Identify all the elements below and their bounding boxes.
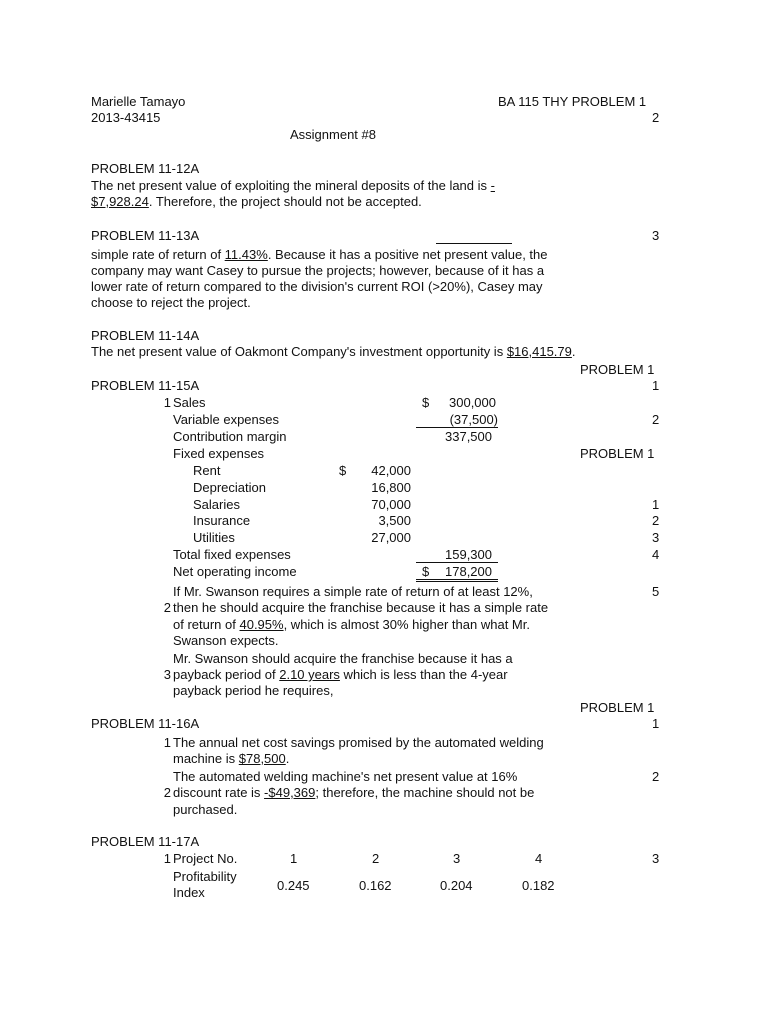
problem-13-text: simple rate of return of xyxy=(91,247,225,262)
problem-13-line4: choose to reject the project. xyxy=(91,295,251,310)
problem-14-npv: $16,415.79 xyxy=(506,344,572,359)
profitability-index-2: 0.162 xyxy=(359,878,392,893)
project-no-3: 3 xyxy=(453,851,461,866)
project-no-4: 4 xyxy=(535,851,543,866)
problem-16-title: PROBLEM 11-16A xyxy=(91,716,200,731)
contribution-margin-label: Contribution margin xyxy=(173,429,287,444)
answer-3-text-cont: which is less than the 4-year xyxy=(339,667,508,682)
problem-12-line1 xyxy=(91,178,495,194)
answer-3-line3: payback period he requires, xyxy=(173,683,334,698)
problem-13-line2: company may want Casey to pursue the projects; however, because of it has a xyxy=(91,263,545,278)
answer-2-line4: Swanson expects. xyxy=(173,633,279,648)
problem-16-item-2-number: 2 xyxy=(163,785,171,800)
profitability-index-1: 0.245 xyxy=(277,878,310,893)
answer-2-line2: then he should acquire the franchise because it has a simple rate xyxy=(173,600,549,615)
problem-13-rate: 11.43% xyxy=(224,247,268,262)
profitability-index-4: 0.182 xyxy=(522,878,555,893)
answer-2-text: of return of xyxy=(173,617,240,632)
variable-expenses-label: Variable expenses xyxy=(173,412,279,427)
right-problem-label-1: PROBLEM 1 xyxy=(580,362,655,377)
problem-16-answer-1-line2 xyxy=(173,751,289,767)
insurance-label: Insurance xyxy=(193,513,251,528)
project-no-label: Project No. xyxy=(173,851,238,866)
problem-12-title: PROBLEM 11-12A xyxy=(91,161,200,176)
rent-currency: $ xyxy=(339,463,347,478)
depreciation-label: Depreciation xyxy=(193,480,266,495)
problem-17-title: PROBLEM 11-17A xyxy=(91,834,200,849)
problem-12-value-sign: - xyxy=(490,178,495,193)
problem-13-line3: lower rate of return compared to the division's current ROI (>20%), Casey may xyxy=(91,279,543,294)
insurance-value: 3,500 xyxy=(378,513,411,528)
project-no-2: 2 xyxy=(372,851,380,866)
answer-2-rate: 40.95% xyxy=(239,617,284,632)
utilities-value: 27,000 xyxy=(371,530,411,545)
problem-15-title: PROBLEM 11-15A xyxy=(91,378,200,393)
profitability-index-3: 0.204 xyxy=(440,878,473,893)
fixed-expenses-label: Fixed expenses xyxy=(173,446,265,461)
problem-15-item-2-number: 2 xyxy=(163,600,171,615)
problem-14-line xyxy=(91,344,576,360)
problem-14-text: The net present value of Oakmont Company's investment opportunity is xyxy=(91,344,507,359)
problem-16-text: machine is xyxy=(173,751,239,766)
right-number-8: 1 xyxy=(652,716,660,731)
answer-2-line1: If Mr. Swanson requires a simple rate of return of at least 12%, xyxy=(173,584,533,599)
right-number-3: 1 xyxy=(652,497,660,512)
course-code: BA 115 THY PROBLEM 1 xyxy=(498,94,647,109)
rent-label: Rent xyxy=(193,463,221,478)
sales-label: Sales xyxy=(173,395,206,410)
right-number-2: 2 xyxy=(652,412,660,427)
problem-17-item-1-number: 1 xyxy=(163,851,171,866)
answer-2-line3 xyxy=(173,617,530,633)
problem-13-cropped-underline xyxy=(436,243,512,244)
problem-12-conclusion: . Therefore, the project should not be accepted. xyxy=(148,194,422,209)
variable-expenses-value: (37,500) xyxy=(416,412,498,428)
total-fixed-expenses-label: Total fixed expenses xyxy=(173,547,291,562)
problem-14-title: PROBLEM 11-14A xyxy=(91,328,200,343)
right-problem-label-2: PROBLEM 1 xyxy=(580,446,655,461)
net-operating-income-label: Net operating income xyxy=(173,564,297,579)
problem-16-answer-2-line1: The automated welding machine's net present value at 16% xyxy=(173,769,518,784)
problem-12-npv: $7,928.24 xyxy=(91,194,149,209)
answer-3-payback: 2.10 years xyxy=(279,667,340,682)
profitability-index-label-2: Index xyxy=(173,885,205,900)
right-number-9: 2 xyxy=(652,769,660,784)
problem-16-period: . xyxy=(285,751,290,766)
noi-currency: $ xyxy=(422,564,430,579)
problem-16-savings: $78,500 xyxy=(238,751,286,766)
salaries-value: 70,000 xyxy=(371,497,411,512)
answer-3-line1: Mr. Swanson should acquire the franchise because it has a xyxy=(173,651,513,666)
right-problem-label-3: PROBLEM 1 xyxy=(580,700,655,715)
rent-value: 42,000 xyxy=(371,463,411,478)
right-number-6: 4 xyxy=(652,547,660,562)
sales-currency: $ xyxy=(422,395,430,410)
problem-13-right-number: 3 xyxy=(652,228,660,243)
total-fixed-expenses-amount: 159,300 xyxy=(445,547,492,562)
sales-value: 300,000 xyxy=(449,395,496,410)
problem-12-text: The net present value of exploiting the mineral deposits of the land is xyxy=(91,178,491,193)
project-no-1: 1 xyxy=(290,851,298,866)
problem-15-item-3-number: 3 xyxy=(163,667,171,682)
problem-16-text-2: discount rate is xyxy=(173,785,265,800)
problem-15-item-1-number: 1 xyxy=(163,395,171,410)
problem-13-title: PROBLEM 11-13A xyxy=(91,228,200,243)
depreciation-value: 16,800 xyxy=(371,480,411,495)
right-number-7: 5 xyxy=(652,584,660,599)
noi-value: 178,200 xyxy=(445,564,492,579)
salaries-label: Salaries xyxy=(193,497,240,512)
answer-3-line2 xyxy=(173,667,508,683)
student-number: 2013-43415 xyxy=(91,110,161,125)
problem-16-text-2-cont: ; therefore, the machine should not be xyxy=(315,785,535,800)
problem-13-line1 xyxy=(91,247,547,263)
total-fixed-expenses-value xyxy=(416,547,498,563)
utilities-label: Utilities xyxy=(193,530,235,545)
contribution-margin-value: 337,500 xyxy=(445,429,492,444)
right-number-1: 1 xyxy=(652,378,660,393)
problem-16-answer-2-line3: purchased. xyxy=(173,802,238,817)
problem-16-item-1-number: 1 xyxy=(163,735,171,750)
profitability-index-label-1: Profitability xyxy=(173,869,237,884)
page-number: 2 xyxy=(652,110,660,125)
problem-16-answer-1-line1: The annual net cost savings promised by the automated welding xyxy=(173,735,544,750)
assignment-title: Assignment #8 xyxy=(290,127,376,142)
answer-3-text: payback period of xyxy=(173,667,280,682)
problem-16-npv: -$49,369 xyxy=(264,785,316,800)
net-operating-income-cell xyxy=(416,564,498,582)
problem-12-line2 xyxy=(91,194,422,210)
problem-13-text-cont: . Because it has a positive net present value, the xyxy=(267,247,548,262)
problem-16-answer-2-line2 xyxy=(173,785,534,801)
right-number-10: 3 xyxy=(652,851,660,866)
right-number-5: 3 xyxy=(652,530,660,545)
author-name: Marielle Tamayo xyxy=(91,94,186,109)
right-number-4: 2 xyxy=(652,513,660,528)
answer-2-text-cont: , which is almost 30% higher than what Mr. xyxy=(283,617,530,632)
problem-14-period: . xyxy=(571,344,576,359)
